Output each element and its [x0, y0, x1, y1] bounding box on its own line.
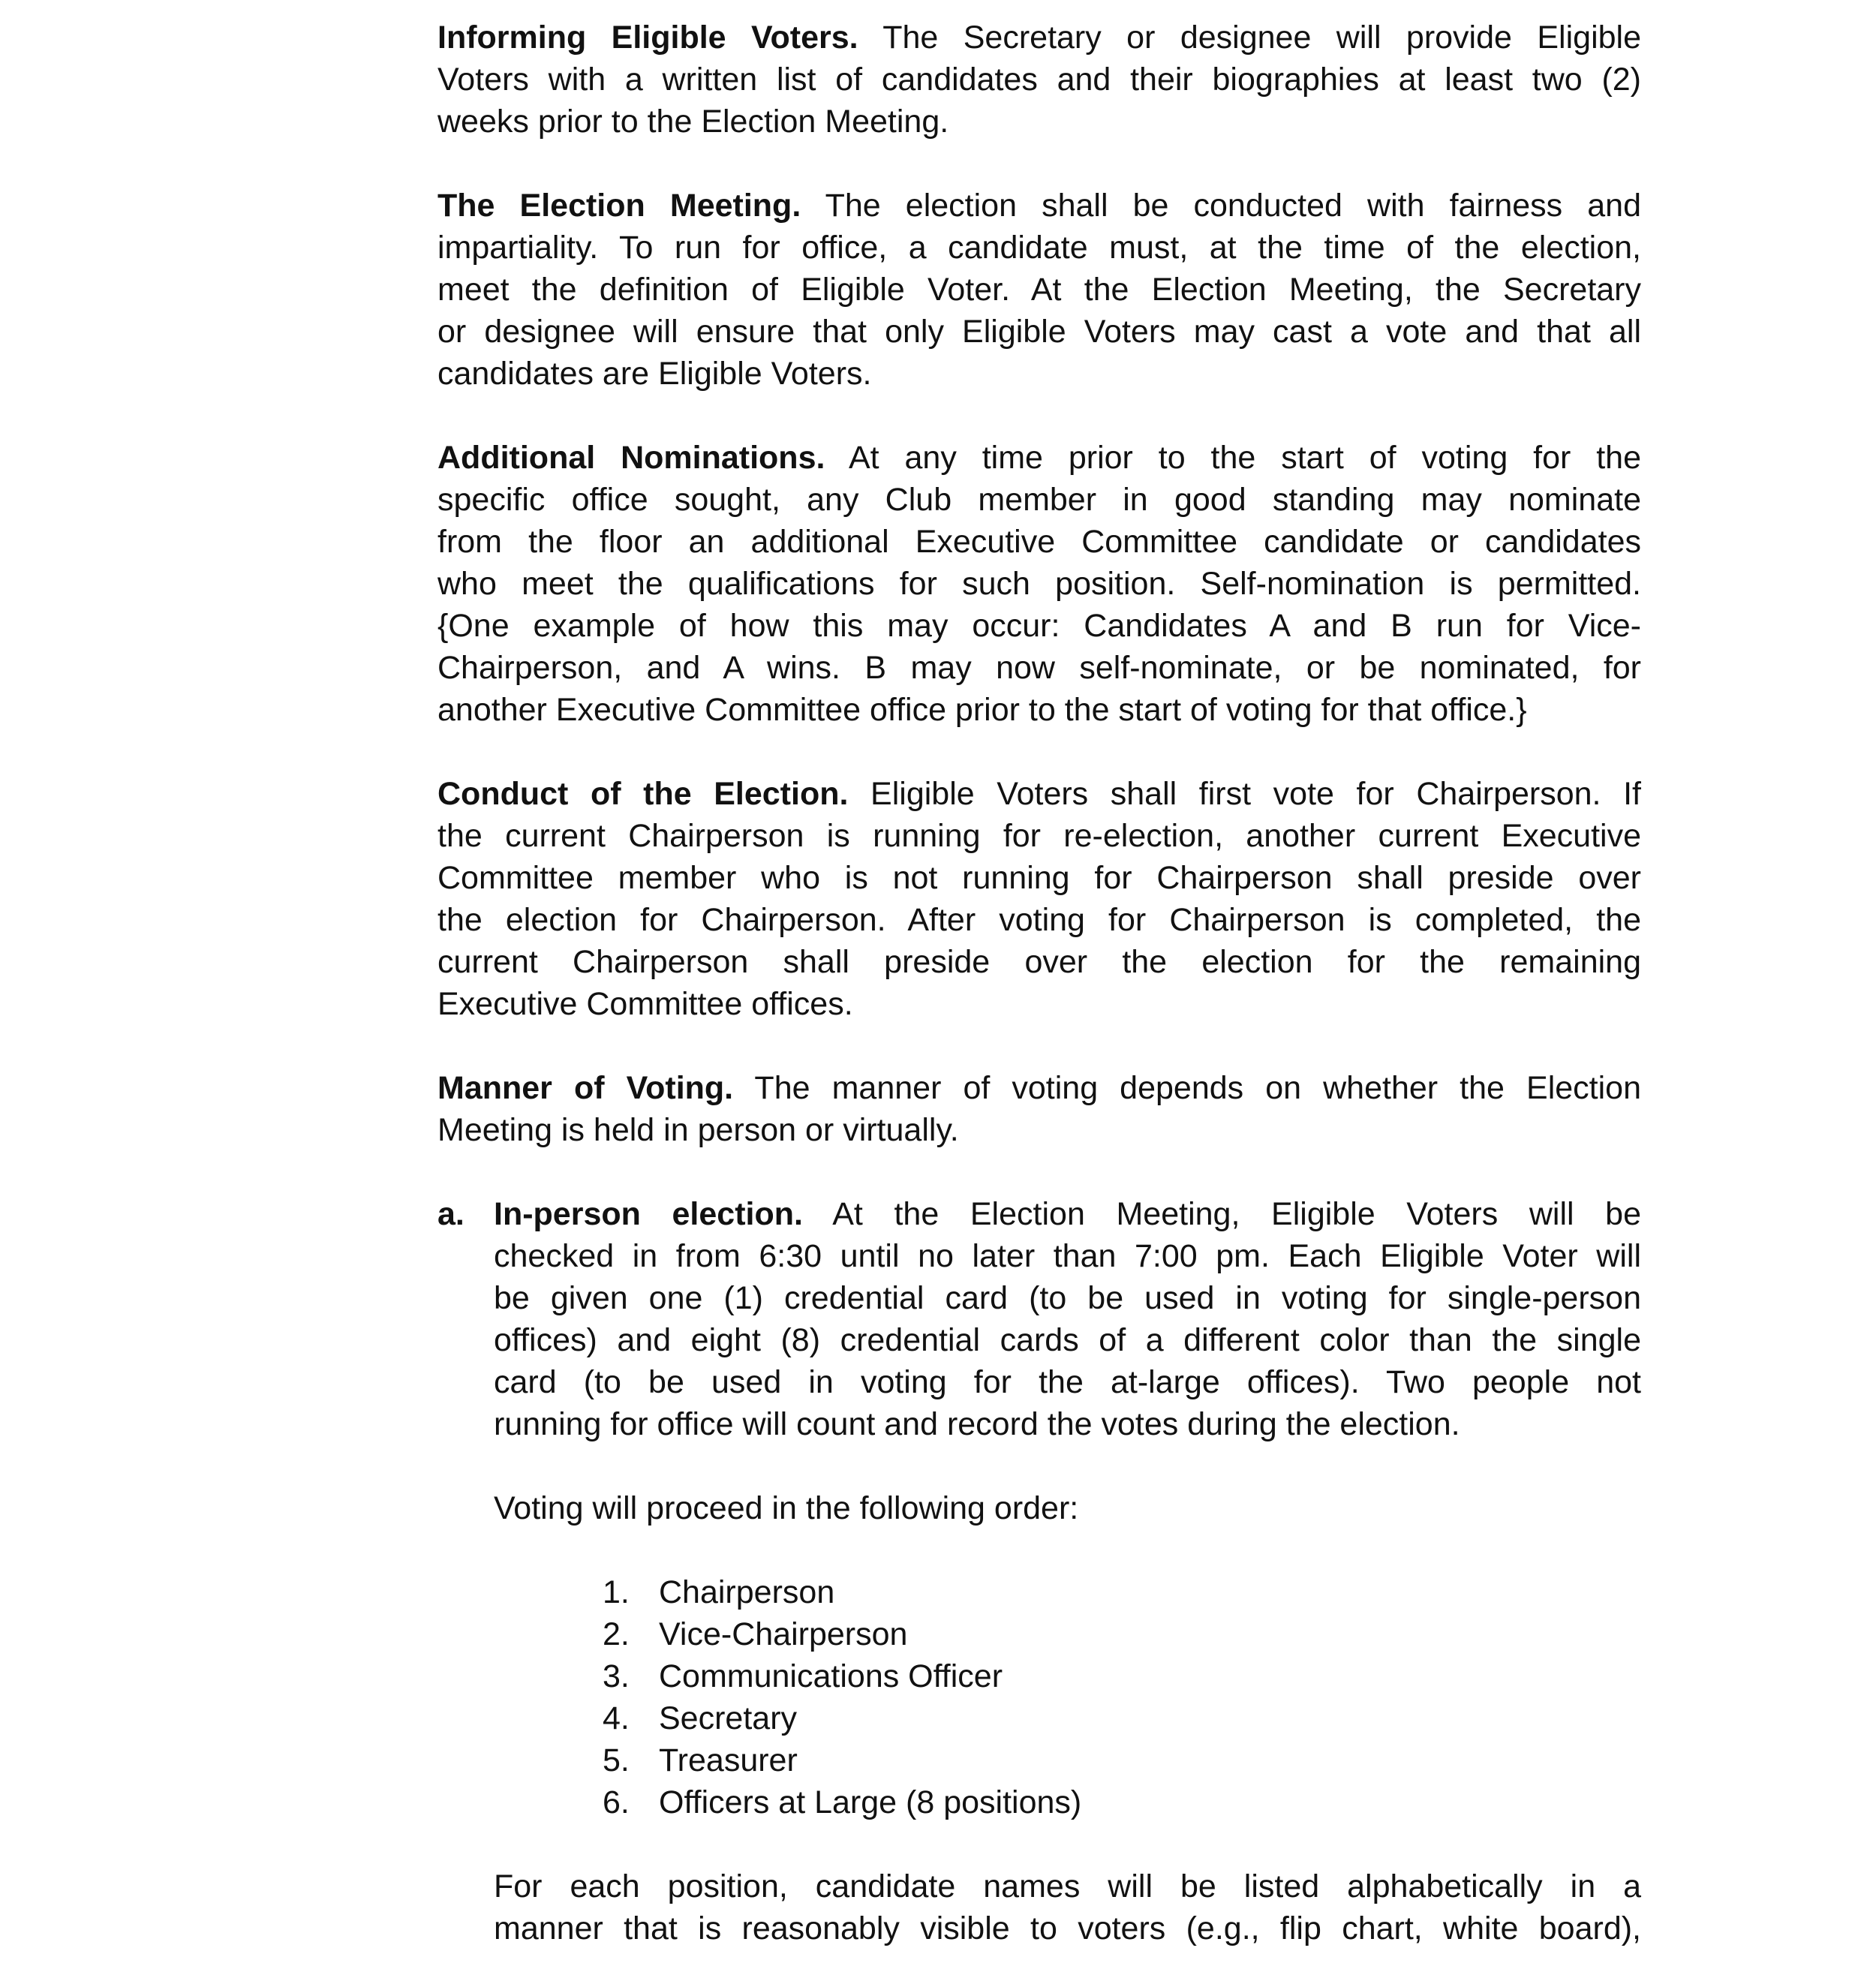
text-line [437, 311, 1641, 353]
text-line [437, 857, 1641, 899]
line-text: weeks prior to the Election Meeting. [437, 104, 949, 140]
text-line [437, 815, 1641, 857]
line-text: impartiality. To run for office, a candidate must, at the time of the election, [437, 230, 1641, 266]
paragraph [437, 185, 1641, 395]
voting-order-list [603, 1571, 1641, 1823]
text-line [494, 1319, 1641, 1361]
text-line [437, 521, 1641, 563]
list-text: Treasurer [659, 1742, 798, 1778]
line-text: the election for Chairperson. After voting for Chairperson is completed, the [437, 902, 1641, 938]
line-text: The election shall be conducted with fairness and [801, 188, 1641, 224]
list-text: Secretary [659, 1700, 798, 1736]
line-text: Committee member who is not running for Chairperson shall preside over [437, 860, 1641, 896]
text-line [437, 773, 1641, 815]
text-line [437, 437, 1641, 479]
paragraph-heading: Additional Nominations. [437, 440, 825, 476]
paragraph [437, 17, 1641, 143]
list-item [603, 1571, 1641, 1613]
line-text: candidates are Eligible Voters. [437, 356, 872, 392]
line-text: card (to be used in voting for the at-large offices). Two people not [494, 1364, 1641, 1400]
line-text: specific office sought, any Club member in good standing may nominate [437, 482, 1641, 518]
paragraph-heading: Informing Eligible Voters. [437, 20, 858, 56]
paragraph [437, 773, 1641, 1025]
line-text: The Secretary or designee will provide Eligible [858, 20, 1641, 56]
line-text: Executive Committee offices. [437, 986, 853, 1022]
list-item [603, 1781, 1641, 1823]
line-text: checked in from 6:30 until no later than 7:00 pm. Each Eligible Voter will [494, 1238, 1641, 1274]
line-text: Chairperson, and A wins. B may now self-nominate, or be nominated, for [437, 650, 1641, 686]
line-text: meet the definition of Eligible Voter. At the Election Meeting, the Secretary [437, 272, 1641, 308]
list-text: Vice-Chairperson [659, 1616, 908, 1652]
list-number: 1. [603, 1574, 630, 1610]
line-text: from the floor an additional Executive Committee candidate or candidates [437, 524, 1641, 560]
line-text: who meet the qualifications for such position. Self-nomination is permitted. [437, 566, 1641, 602]
line-text: be given one (1) credential card (to be used in voting for single-person [494, 1280, 1641, 1316]
text-line [437, 983, 1641, 1025]
line-text: {One example of how this may occur: Candidates A and B run for Vice- [437, 608, 1641, 644]
in-person-election-paragraph [494, 1193, 1641, 1445]
list-text: Communications Officer [659, 1658, 1003, 1694]
line-text: At any time prior to the start of voting for the [825, 440, 1641, 476]
text-line [437, 269, 1641, 311]
line-text: The manner of voting depends on whether the Election [733, 1070, 1641, 1106]
text-line [437, 647, 1641, 689]
list-number: 3. [603, 1658, 630, 1694]
line-text: At the Election Meeting, Eligible Voters will be [802, 1196, 1642, 1232]
text-line [437, 899, 1641, 941]
list-number: 2. [603, 1616, 630, 1652]
paragraph-heading: In-person election. [494, 1196, 803, 1232]
list-number: 5. [603, 1742, 630, 1778]
closing-paragraph [494, 1865, 1641, 1949]
text-line [437, 353, 1641, 395]
text-line [494, 1361, 1641, 1403]
list-number: 6. [603, 1784, 630, 1820]
text-line [437, 941, 1641, 983]
text-line [437, 101, 1641, 143]
text-line [437, 689, 1641, 731]
line-text: Meeting is held in person or virtually. [437, 1112, 959, 1148]
list-item [603, 1655, 1641, 1697]
text-line: For each position, candidate names will be listed alphabetically in a [494, 1868, 1641, 1904]
list-text: Officers at Large (8 positions) [659, 1784, 1082, 1820]
text-line [494, 1193, 1641, 1235]
text-line [494, 1277, 1641, 1319]
list-item [603, 1697, 1641, 1739]
item-marker: a. [437, 1196, 464, 1232]
paragraph-heading: Conduct of the Election. [437, 776, 849, 812]
line-text: current Chairperson shall preside over the election for the remaining [437, 944, 1641, 980]
line-text: another Executive Committee office prior to the start of voting for that office.} [437, 692, 1527, 728]
list-item [603, 1739, 1641, 1781]
paragraph-heading: Manner of Voting. [437, 1070, 734, 1106]
text-line [437, 479, 1641, 521]
text-line [494, 1403, 1641, 1445]
list-number: 4. [603, 1700, 630, 1736]
list-item [603, 1613, 1641, 1655]
text-line [437, 59, 1641, 101]
paragraph [437, 437, 1641, 731]
list-text: Chairperson [659, 1574, 835, 1610]
text-line [437, 17, 1641, 59]
line-text: offices) and eight (8) credential cards of a different color than the single [494, 1322, 1641, 1358]
text-line [437, 1067, 1641, 1109]
document-page [437, 17, 1641, 1949]
paragraph-heading: The Election Meeting. [437, 188, 801, 224]
line-text: the current Chairperson is running for re-election, another current Executive [437, 818, 1641, 854]
text-line [437, 185, 1641, 227]
line-text: Eligible Voters shall first vote for Chairperson. If [848, 776, 1641, 812]
text-line [437, 605, 1641, 647]
paragraph [437, 1067, 1641, 1151]
in-person-election-item [437, 1193, 1641, 1949]
line-text: or designee will ensure that only Eligible Voters may cast a vote and that all [437, 314, 1641, 350]
text-line: manner that is reasonably visible to voters (e.g., flip chart, white board), [494, 1910, 1641, 1946]
text-line [437, 227, 1641, 269]
text-line [437, 1109, 1641, 1151]
line-text: running for office will count and record the votes during the election. [494, 1406, 1460, 1442]
line-text: Voters with a written list of candidates and their biographies at least two (2) [437, 62, 1641, 98]
text-line [494, 1235, 1641, 1277]
text-line [437, 563, 1641, 605]
order-intro: Voting will proceed in the following order: [494, 1490, 1079, 1526]
